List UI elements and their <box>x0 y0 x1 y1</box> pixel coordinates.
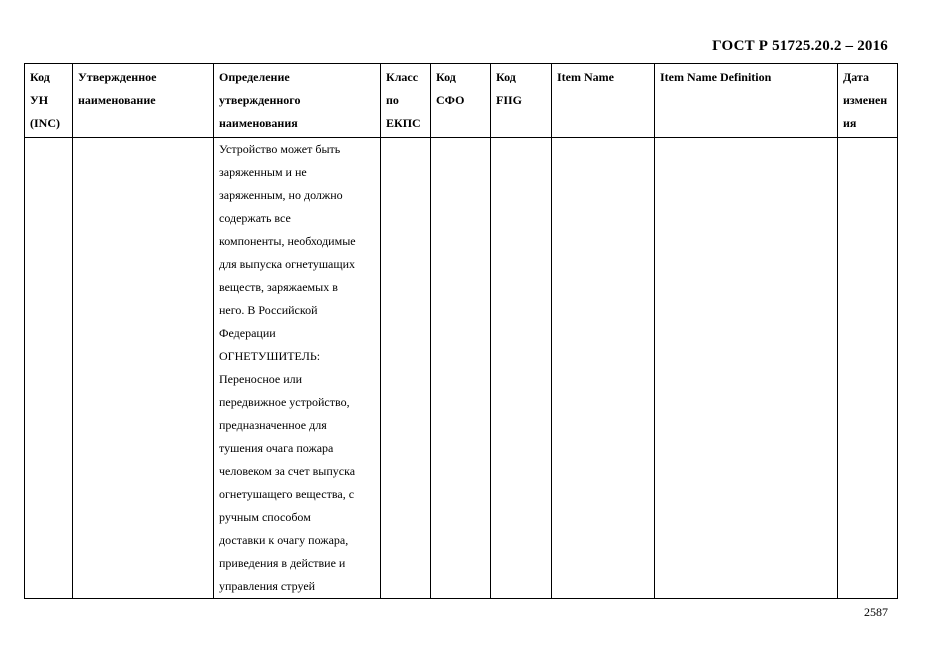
page-number: 2587 <box>864 605 888 619</box>
definition-line: доставки к очагу пожара, <box>219 533 349 547</box>
definition-line: Переносное или <box>219 372 303 386</box>
column-header-ekps-class <box>381 64 431 138</box>
definition-line: передвижное устройство, <box>219 395 350 409</box>
definition-line: компоненты, необходимые <box>219 234 356 248</box>
column-header-line: FIIG <box>496 93 523 107</box>
column-header-line: Утвержденное <box>78 70 157 84</box>
catalog-table-container <box>24 63 897 598</box>
column-header-line: ия <box>843 116 857 130</box>
column-header-approved-name <box>73 64 214 138</box>
cell-approved-name <box>73 138 214 599</box>
cell-sfo-code <box>431 138 491 599</box>
definition-line: Устройство может быть <box>219 142 341 156</box>
column-header-line: наименование <box>78 93 156 107</box>
column-header-line: Код <box>496 70 516 84</box>
column-header-inc-code <box>25 64 73 138</box>
cell-item-name-definition <box>655 138 838 599</box>
column-header-line: Item Name <box>557 70 614 84</box>
definition-line: огнетушащего вещества, с <box>219 487 355 501</box>
column-header-line: Код <box>30 70 50 84</box>
column-header-line: ЕКПС <box>386 116 421 130</box>
definition-line: веществ, заряжаемых в <box>219 280 338 294</box>
definition-line: него. В Российской <box>219 303 318 317</box>
definition-text <box>219 138 375 598</box>
definition-line: ручным способом <box>219 510 311 524</box>
definition-line: тушения очага пожара <box>219 441 334 455</box>
column-header-line: Дата <box>843 70 869 84</box>
cell-ekps-class <box>381 138 431 599</box>
column-header-line: Item Name Definition <box>660 70 772 84</box>
column-header-line: изменен <box>843 93 888 107</box>
definition-line: человеком за счет выпуска <box>219 464 356 478</box>
column-header-line: Код <box>436 70 456 84</box>
table-row <box>25 138 898 599</box>
definition-line: приведения в действие и <box>219 556 346 570</box>
column-header-line: СФО <box>436 93 465 107</box>
cell-item-name <box>552 138 655 599</box>
column-header-definition <box>214 64 381 138</box>
cell-change-date <box>838 138 898 599</box>
cell-inc-code <box>25 138 73 599</box>
column-header-sfo-code <box>431 64 491 138</box>
definition-line: управления струей <box>219 579 316 593</box>
definition-line: заряженным, но должно <box>219 188 343 202</box>
definition-line: заряженным и не <box>219 165 307 179</box>
cell-definition <box>214 138 381 599</box>
column-header-change-date <box>838 64 898 138</box>
document-standard-header: ГОСТ Р 51725.20.2 – 2016 <box>712 38 888 54</box>
column-header-line: Класс <box>386 70 419 84</box>
definition-line: для выпуска огнетушащих <box>219 257 356 271</box>
definition-line: ОГНЕТУШИТЕЛЬ: <box>219 349 321 363</box>
column-header-line: наименования <box>219 116 298 130</box>
column-header-line: утвержденного <box>219 93 301 107</box>
definition-line: Федерации <box>219 326 276 340</box>
column-header-item-name-definition <box>655 64 838 138</box>
table-header-row <box>25 64 898 138</box>
catalog-table <box>24 63 898 599</box>
column-header-line: по <box>386 93 399 107</box>
column-header-line: Определение <box>219 70 290 84</box>
column-header-line: УН <box>30 93 49 107</box>
column-header-item-name <box>552 64 655 138</box>
definition-line: предназначенное для <box>219 418 327 432</box>
cell-fiig-code <box>491 138 552 599</box>
column-header-line: (INC) <box>30 116 60 130</box>
column-header-fiig-code <box>491 64 552 138</box>
definition-line: содержать все <box>219 211 291 225</box>
